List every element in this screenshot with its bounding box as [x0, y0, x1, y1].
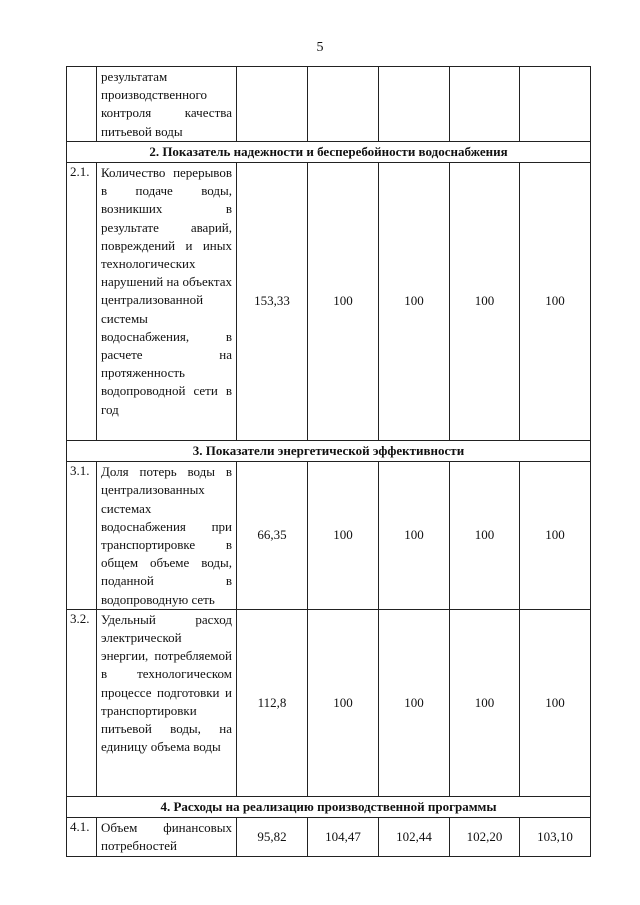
- value-cell: 102,20: [450, 818, 520, 857]
- page-number: 5: [316, 40, 324, 55]
- row-number-cell: 2.1.: [67, 163, 97, 441]
- section-title: 4. Расходы на реализацию производственной программы: [67, 796, 591, 817]
- table-row: [67, 609, 591, 796]
- value-cell: [450, 67, 520, 142]
- value-cell: [237, 67, 308, 142]
- value-cell: 100: [520, 163, 591, 441]
- section-header-row: [67, 441, 591, 462]
- section-header-row: [67, 141, 591, 162]
- value-cell: 100: [450, 163, 520, 441]
- value-cell: 100: [308, 609, 379, 796]
- value-cell: [520, 67, 591, 142]
- value-cell: [308, 67, 379, 142]
- row-description-cell: Объем финансовых потребностей: [97, 818, 237, 857]
- value-cell: 102,44: [379, 818, 450, 857]
- value-cell: 100: [379, 462, 450, 610]
- table-row: [67, 462, 591, 610]
- row-description-cell: Доля потерь воды в централизованных системах водоснабжения при транспортировке в общем объеме воды, поданной в водопроводную сеть: [97, 462, 237, 610]
- value-cell: 100: [379, 609, 450, 796]
- table-row: [67, 818, 591, 857]
- section-title: 2. Показатель надежности и бесперебойности водоснабжения: [67, 141, 591, 162]
- row-number-cell: 3.2.: [67, 609, 97, 796]
- value-cell: 153,33: [237, 163, 308, 441]
- value-cell: 100: [308, 163, 379, 441]
- row-description-cell: Удельный расход электрической энергии, потребляемой в технологическом процессе подготовки и транспортировки питьевой воды, на единицу объема воды: [97, 609, 237, 796]
- value-cell: 100: [520, 609, 591, 796]
- value-cell: 112,8: [237, 609, 308, 796]
- row-number-cell: 4.1.: [67, 818, 97, 857]
- value-cell: 66,35: [237, 462, 308, 610]
- row-description-cell: Количество перерывов в подаче воды, возникших в результате аварий, повреждений и иных технологических нарушений на объектах централизованной системы водоснабжения, в расчете на протяженность водопроводной сети в год: [97, 163, 237, 441]
- section-header-row: [67, 796, 591, 817]
- table-row: [67, 163, 591, 441]
- value-cell: 100: [450, 609, 520, 796]
- value-cell: 100: [379, 163, 450, 441]
- table-row: [67, 67, 591, 142]
- value-cell: 100: [450, 462, 520, 610]
- value-cell: 100: [308, 462, 379, 610]
- value-cell: [379, 67, 450, 142]
- value-cell: 95,82: [237, 818, 308, 857]
- row-number-cell: 3.1.: [67, 462, 97, 610]
- row-number-cell: [67, 67, 97, 142]
- value-cell: 100: [520, 462, 591, 610]
- row-description-cell: результатам производственного контроля качества питьевой воды: [97, 67, 237, 142]
- value-cell: 103,10: [520, 818, 591, 857]
- indicators-table: [66, 66, 591, 857]
- section-title: 3. Показатели энергетической эффективности: [67, 441, 591, 462]
- value-cell: 104,47: [308, 818, 379, 857]
